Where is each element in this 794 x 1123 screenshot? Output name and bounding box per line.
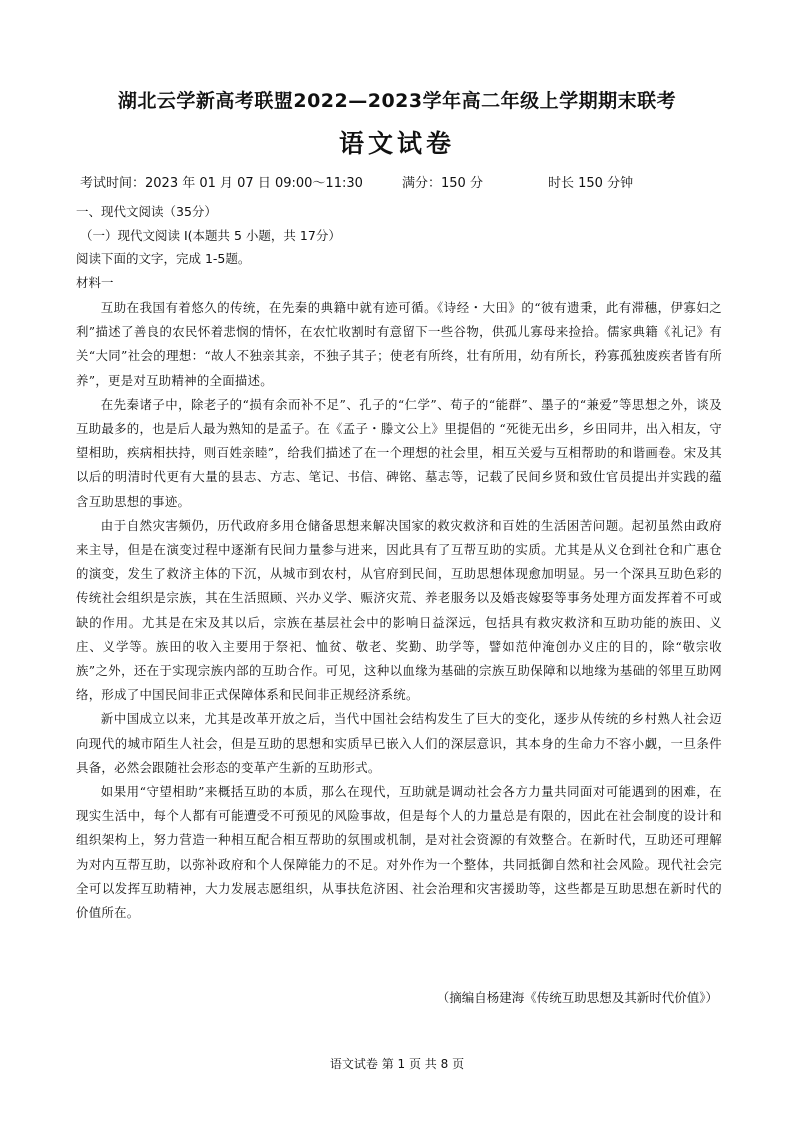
paragraph: 如果用“守望相助”来概括互助的本质，那么在现代，互助就是调动社会各方力量共同面对可能遇到的困难，在现实生活中，每个人都有可能遭受不可预见的风险事故，但是每个人的力量总是有限的，因此在社会制度的设计和组织架构上，努力营造一种相互配合相互帮助的氛围或机制，是对社会资源的有效整合。在新时代，互助还可理解为对内互帮互助，以弥补政府和个人保障能力的不足。对外作为一个整体，共同抵御自然和社会风险。现代社会完全可以发挥互助精神，大力发展志愿组织，从事扶危济困、社会治理和灾害援助等，这些都是互助思想在新时代的价值所在。	[76, 784, 722, 921]
paragraph: 在先秦诸子中，除老子的“损有余而补不足”、孔子的“仁学”、荀子的“能群”、墨子的“兼爱”等思想之外，谈及互助最多的，也是后人最为熟知的是孟子。在《孟子・滕文公上》里提倡的 “死徙无出乡，乡田同井，出入相友，守望相助，疾病相扶持，则百姓亲睦”，给我们描述了在一个理想的社会里，相互关爱与互相帮助的和谐画卷。宋及其以后的明清时代更有大量的县志、方志、笔记、书信、碑铭、墓志等，记载了民间乡贤和致仕官员提出并实践的蕴含互助思想的事迹。	[76, 396, 722, 509]
instruction-text: 阅读下面的文字，完成 1-5题。	[76, 251, 251, 266]
paragraph: 由于自然灾害频仍，历代政府多用仓储备思想来解决国家的救灾救济和百姓的生活困苦问题。起初虽然由政府来主导，但是在演变过程中逐渐有民间力量参与进来，因此具有了互帮互助的实质。尤其是从义仓到社仓和广惠仓的演变，发生了救济主体的下沉，从城市到农村，从官府到民间，互助思想体现愈加明显。另一个深具互助色彩的传统社会组织是宗族，其在生活照顾、兴办义学、赈济灾荒、养老服务以及婚丧嫁娶等事务处理方面发挥着不可或缺的作用。尤其是在宋及其以后，宗族在基层社会中的影响日益深远，包括具有救灾救济和互助功能的族田、义庄、义学等。族田的收入主要用于祭祀、恤贫、敬老、奖勤、助学等，譬如范仲淹创办义庄的目的，除“敬宗收族”之外，还在于实现宗族内部的互助合作。可见，这种以血缘为基础的宗族互助保障和以地缘为基础的邻里互助网络，形成了中国民间非正式保障体系和民间非正规经济系统。	[76, 517, 722, 703]
exam-score: 满分：150 分	[402, 176, 483, 191]
exam-title: 湖北云学新高考联盟2022—2023学年高二年级上学期期末联考	[117, 90, 677, 112]
reading-passage	[76, 296, 722, 925]
paragraph: 新中国成立以来，尤其是改革开放之后，当代中国社会结构发生了巨大的变化，逐步从传统的乡村熟人社会迈向现代的城市陌生人社会，但是互助的思想和实质早已嵌入人们的深层意识，其本身的生命力不容小觑，一旦条件具备，必然会跟随社会形态的变革产生新的互助形式。	[76, 711, 722, 775]
material-label: 材料一	[76, 275, 114, 290]
subsection-heading: （一）现代文阅读 I(本题共 5 小题，共 17分）	[80, 228, 341, 243]
section-heading: 一、现代文阅读（35分）	[76, 204, 217, 219]
paragraph: 互助在我国有着悠久的传统，在先秦的典籍中就有迹可循。《诗经・大田》的“彼有遗秉，此有滞穗，伊寡妇之利”描述了善良的农民怀着悲悯的情怀，在农忙收割时有意留下一些谷物，供孤儿寡母来捡拾。儒家典籍《礼记》有关“大同”社会的理想：“故人不独亲其亲，不独子其子；使老有所终，壮有所用，幼有所长，矜寡孤独废疾者皆有所养”，更是对互助精神的全面描述。	[76, 300, 722, 388]
exam-info	[80, 172, 720, 191]
source-citation: （摘编自杨建海《传统互助思想及其新时代价值》）	[436, 990, 718, 1005]
exam-time: 考试时间：2023 年 01 月 07 日 09:00～11:30	[80, 176, 363, 191]
exam-duration: 时长 150 分钟	[548, 176, 634, 191]
subject-title: 语文试卷	[338, 129, 455, 158]
page-footer: 语文试卷 第 1 页 共 8 页	[329, 1057, 465, 1071]
